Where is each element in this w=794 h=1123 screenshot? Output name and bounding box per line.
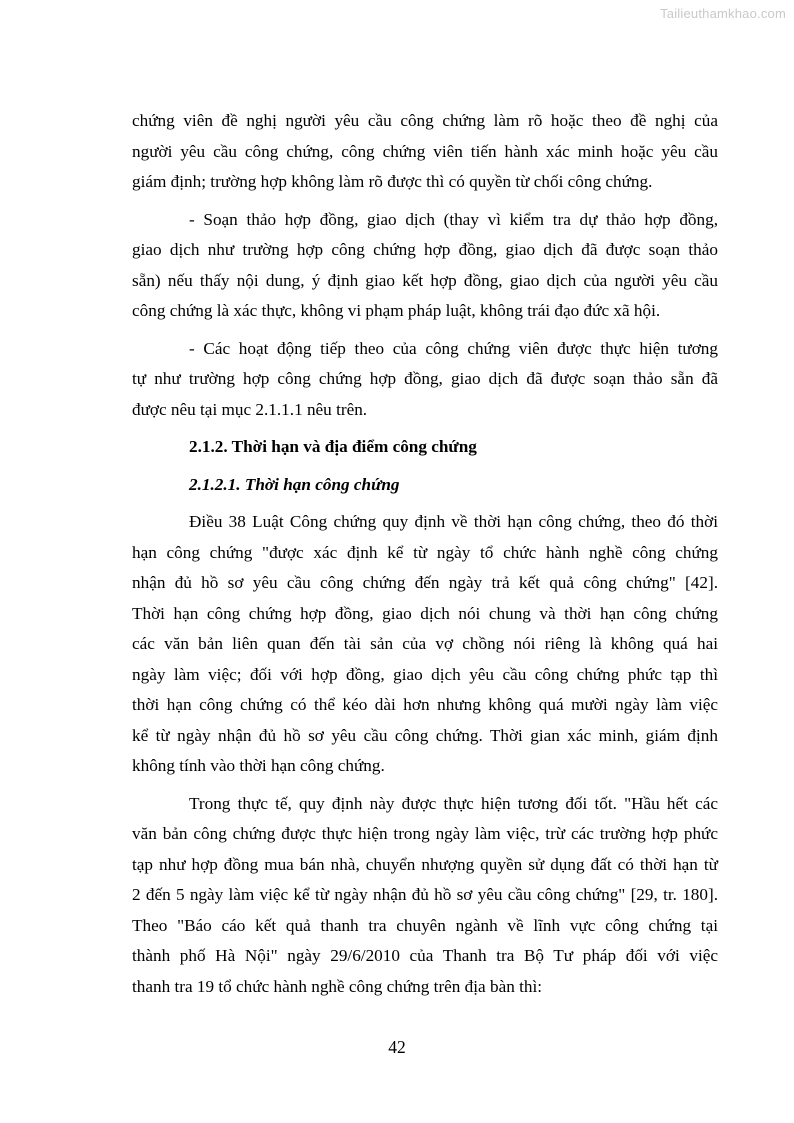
paragraph-drafting-contract — [132, 205, 718, 327]
text-line: Trong thực tế, quy định này được thực hiện tương đối tốt. "Hầu hết các — [189, 793, 718, 813]
text-line: - Các hoạt động tiếp theo của công chứng viên được thực hiện tương — [189, 338, 718, 358]
text-line: giao dịch như trường hợp công chứng hợp đồng, giao dịch đã được soạn thảo — [132, 240, 718, 259]
paragraph-article-38 — [132, 507, 718, 782]
text-line: thời hạn công chứng có thể kéo dài hơn nhưng không quá mười ngày làm việc — [132, 695, 718, 714]
text-line: Điều 38 Luật Công chứng quy định về thời hạn công chứng, theo đó thời — [189, 512, 718, 531]
text-line: thanh tra 19 tổ chức hành nghề công chứng trên địa bàn thì: — [132, 976, 543, 996]
text-line: chứng viên đề nghị người yêu cầu công chứng làm rõ hoặc theo đề nghị của — [132, 111, 718, 130]
page-number: 42 — [388, 1037, 406, 1057]
subsection-heading: 2.1.2.1. Thời hạn công chứng — [189, 474, 400, 494]
text-line: kể từ ngày nhận đủ hồ sơ yêu cầu công chứng. Thời gian xác minh, giám định — [132, 725, 718, 745]
text-line: công chứng là xác thực, không vi phạm pháp luật, không trái đạo đức xã hội. — [132, 301, 661, 320]
text-line: Theo "Báo cáo kết quả thanh tra chuyên ngành về lĩnh vực công chứng tại — [132, 915, 718, 935]
text-line: tự như trường hợp công chứng hợp đồng, giao dịch đã được soạn thảo sẵn đã — [132, 369, 718, 388]
document-body — [132, 106, 718, 1009]
paragraph-notary-clarification — [132, 106, 718, 198]
text-line: thành phố Hà Nội" ngày 29/6/2010 của Thanh tra Bộ Tư pháp đối với việc — [132, 946, 718, 965]
text-line: các văn bản liên quan đến tài sản của vợ chồng nói riêng là không quá hai — [132, 634, 718, 653]
paragraph-practice — [132, 789, 718, 1003]
text-line: - Soạn thảo hợp đồng, giao dịch (thay vì kiểm tra dự thảo hợp đồng, — [189, 209, 718, 229]
text-line: hạn công chứng "được xác định kể từ ngày tổ chức hành nghề công chứng — [132, 542, 718, 562]
text-line: Thời hạn công chứng hợp đồng, giao dịch nói chung và thời hạn công chứng — [132, 603, 718, 623]
text-line: 2 đến 5 ngày làm việc kể từ ngày nhận đủ hồ sơ yêu cầu công chứng" [29, tr. 180]. — [132, 885, 718, 904]
paragraph-next-activities — [132, 334, 718, 426]
text-line: văn bản công chứng được thực hiện trong ngày làm việc, trừ các trường hợp phức — [132, 824, 718, 843]
text-line: không tính vào thời hạn công chứng. — [132, 756, 385, 775]
text-line: giám định; trường hợp không làm rõ được thì có quyền từ chối công chứng. — [132, 172, 653, 191]
text-line: ngày làm việc; đối với hợp đồng, giao dịch yêu cầu công chứng phức tạp thì — [132, 664, 718, 684]
text-line: sẵn) nếu thấy nội dung, ý định giao kết hợp đồng, giao dịch của người yêu cầu — [132, 270, 718, 290]
section-heading: 2.1.2. Thời hạn và địa điểm công chứng — [189, 437, 477, 456]
text-line: được nêu tại mục 2.1.1.1 nêu trên. — [132, 399, 368, 419]
watermark-text: Tailieuthamkhao.com — [660, 6, 786, 21]
text-line: người yêu cầu công chứng, công chứng viên tiến hành xác minh hoặc yêu cầu — [132, 141, 718, 161]
text-line: nhận đủ hồ sơ yêu cầu công chứng đến ngày trả kết quả công chứng" [42]. — [132, 573, 718, 592]
text-line: tạp như hợp đồng mua bán nhà, chuyển nhượng quyền sử dụng đất có thời hạn từ — [132, 854, 718, 874]
